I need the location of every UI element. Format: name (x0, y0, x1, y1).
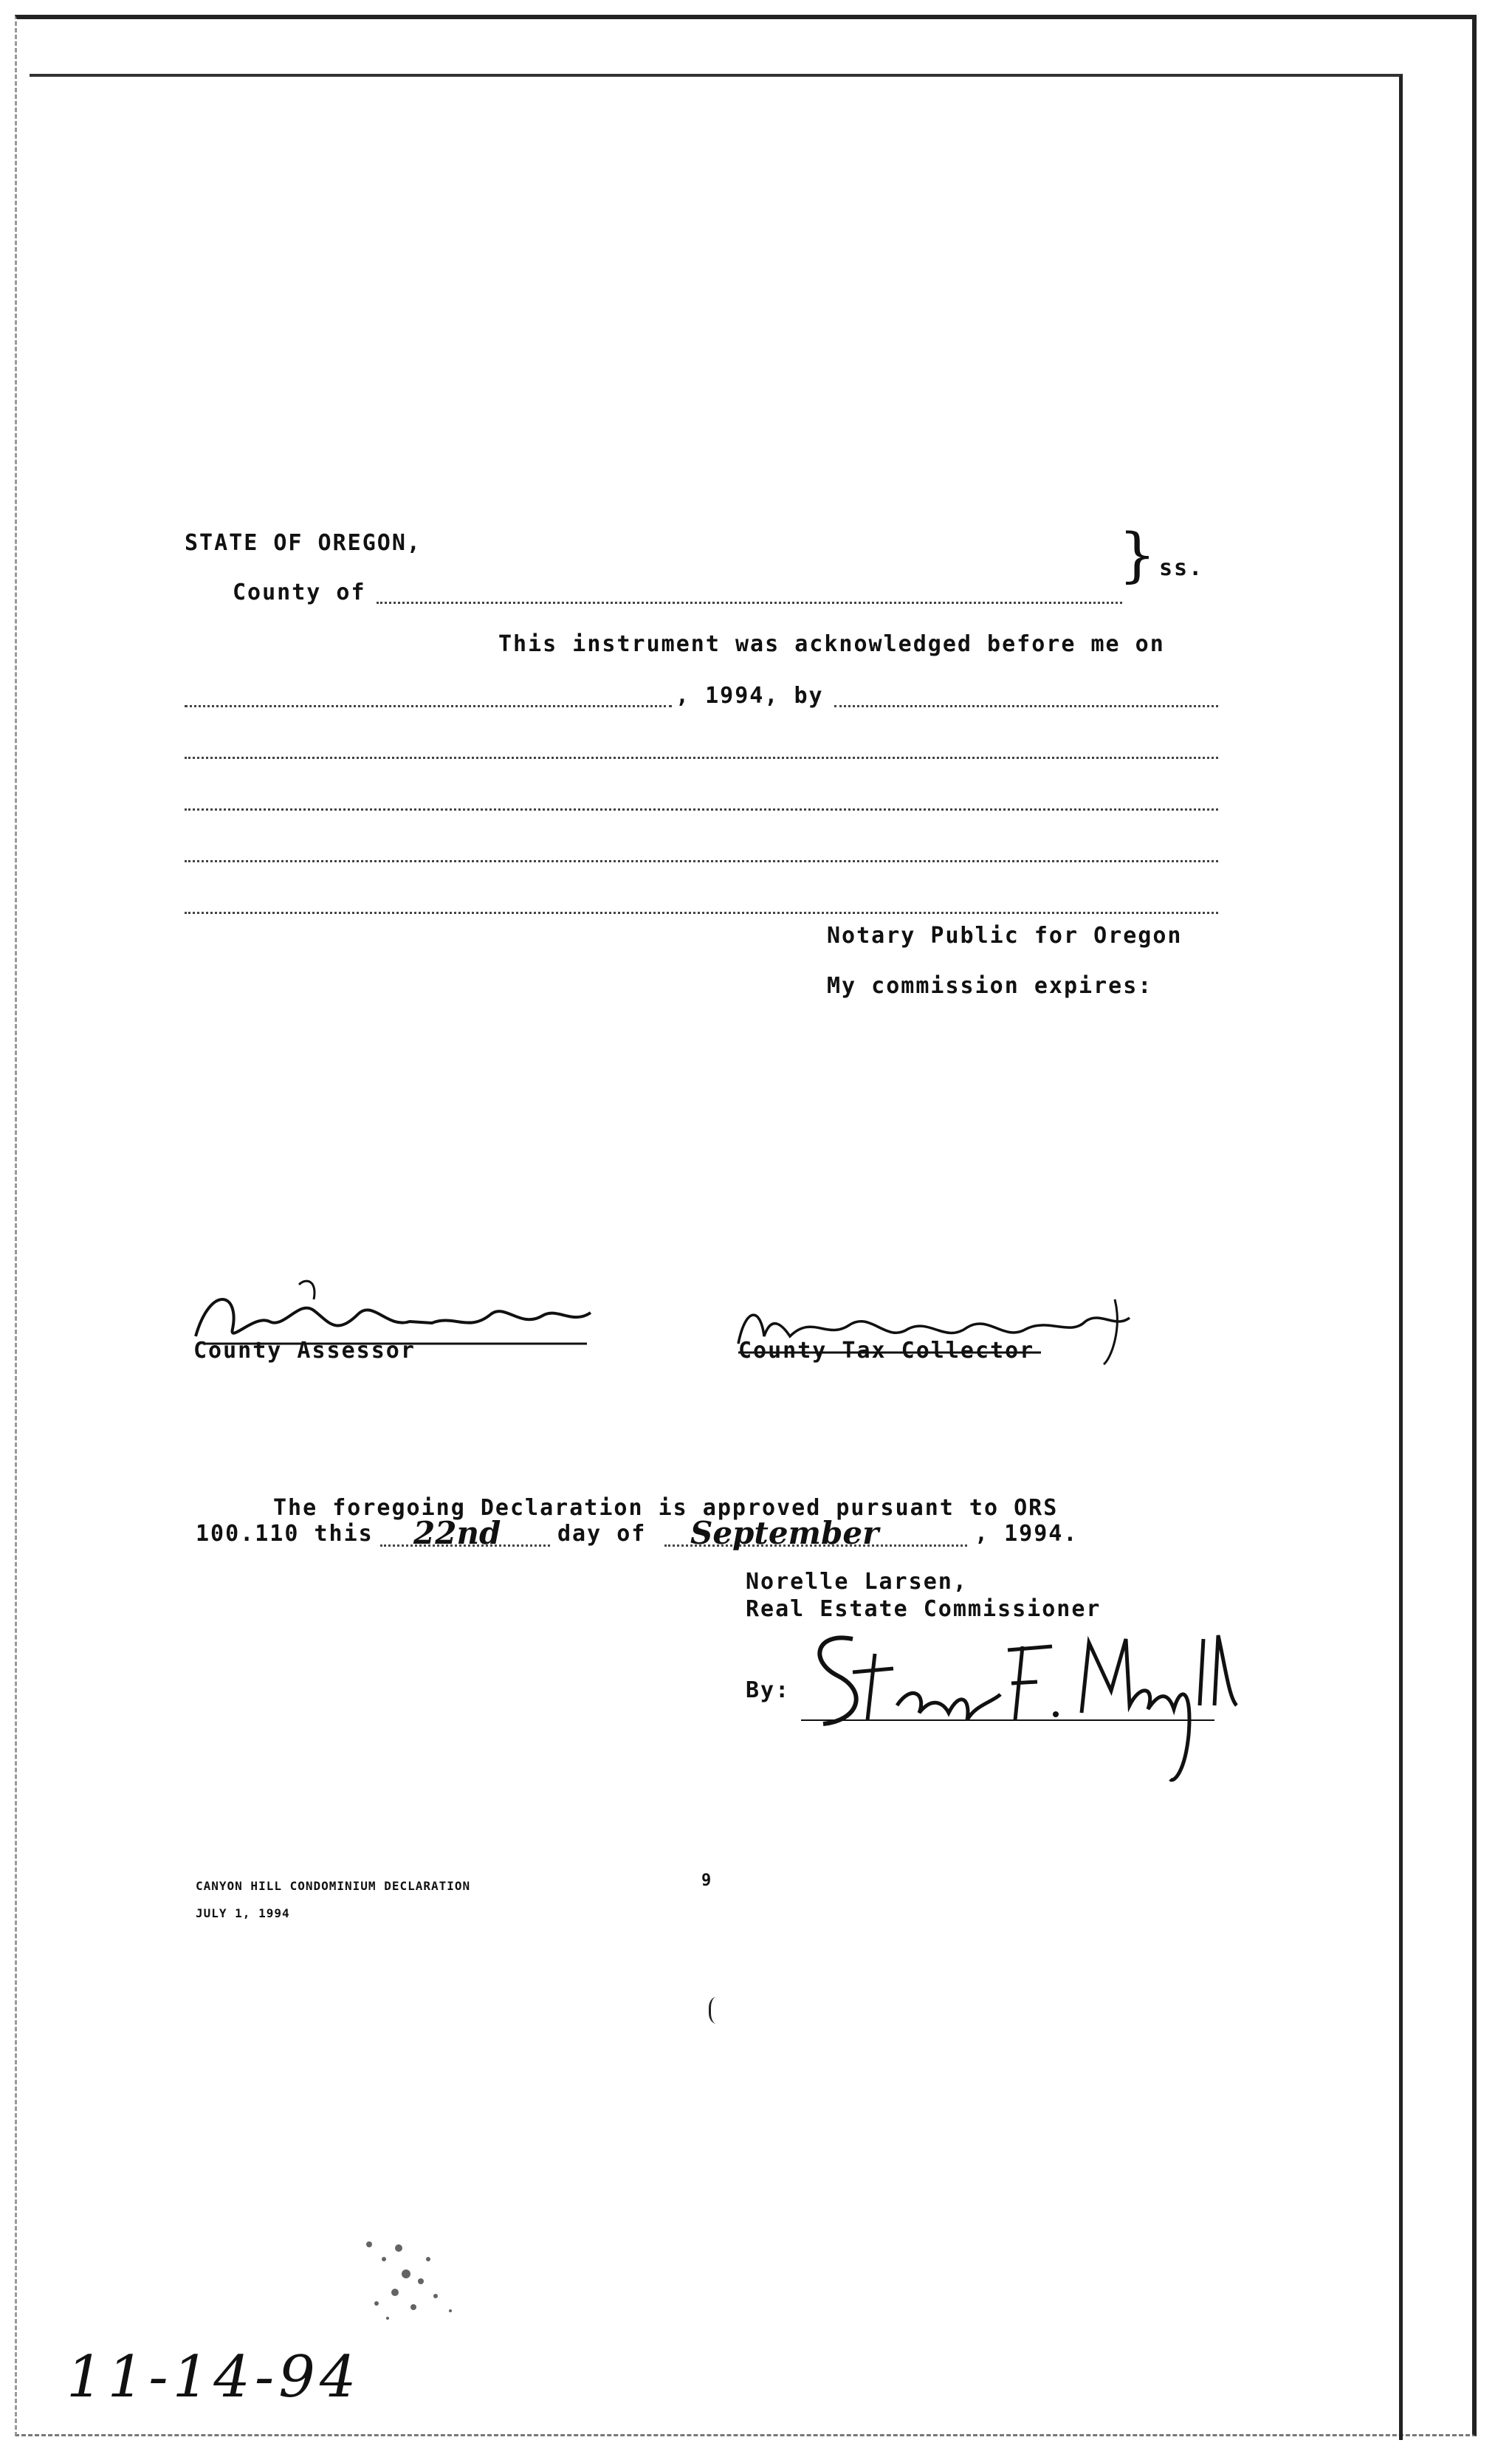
approval-line-2-prefix: 100.110 this (196, 1521, 374, 1547)
name-blank-2 (185, 808, 1218, 811)
page-number: 9 (701, 1872, 713, 1890)
approval-line-1: The foregoing Declaration is approved pursuant to ORS (273, 1495, 1059, 1521)
approval-year: , 1994. (975, 1521, 1079, 1547)
ss-label: ss. (1159, 555, 1204, 581)
county-label: County of (233, 580, 366, 605)
by-label: By: (746, 1677, 791, 1703)
state-label: STATE OF OREGON, (185, 530, 422, 556)
approval-day: 22nd (413, 1515, 501, 1551)
approval-line-2-mid: day of (557, 1521, 647, 1547)
document-title: CANYON HILL CONDOMINIUM DECLARATION (196, 1879, 471, 1893)
county-blank (377, 602, 1122, 604)
name-blank-1 (185, 757, 1218, 759)
ink-smudge (354, 2230, 472, 2333)
date-blank (185, 705, 672, 707)
notary-signature-line (185, 912, 1218, 914)
by-blank (834, 705, 1218, 707)
handwritten-date: 11-14-94 (66, 2344, 361, 2410)
county-tax-collector-label: County Tax Collector (738, 1338, 1035, 1364)
notary-public-label: Notary Public for Oregon (827, 923, 1183, 949)
brace: } (1118, 520, 1156, 589)
name-blank-3 (185, 860, 1218, 862)
commission-label: My commission expires: (827, 973, 1153, 999)
acknowledged-text: This instrument was acknowledged before me on (498, 631, 1165, 657)
stray-mark (709, 1997, 727, 2024)
approval-month: September (690, 1515, 879, 1551)
commissioner-name: Norelle Larsen, (746, 1569, 968, 1595)
year-by-text: , 1994, by (676, 683, 824, 709)
document-date: JULY 1, 1994 (196, 1906, 290, 1920)
commissioner-title: Real Estate Commissioner (746, 1596, 1102, 1622)
page-frame (30, 74, 1403, 2440)
commissioner-signature (801, 1624, 1244, 1790)
county-assessor-label: County Assessor (193, 1338, 416, 1364)
